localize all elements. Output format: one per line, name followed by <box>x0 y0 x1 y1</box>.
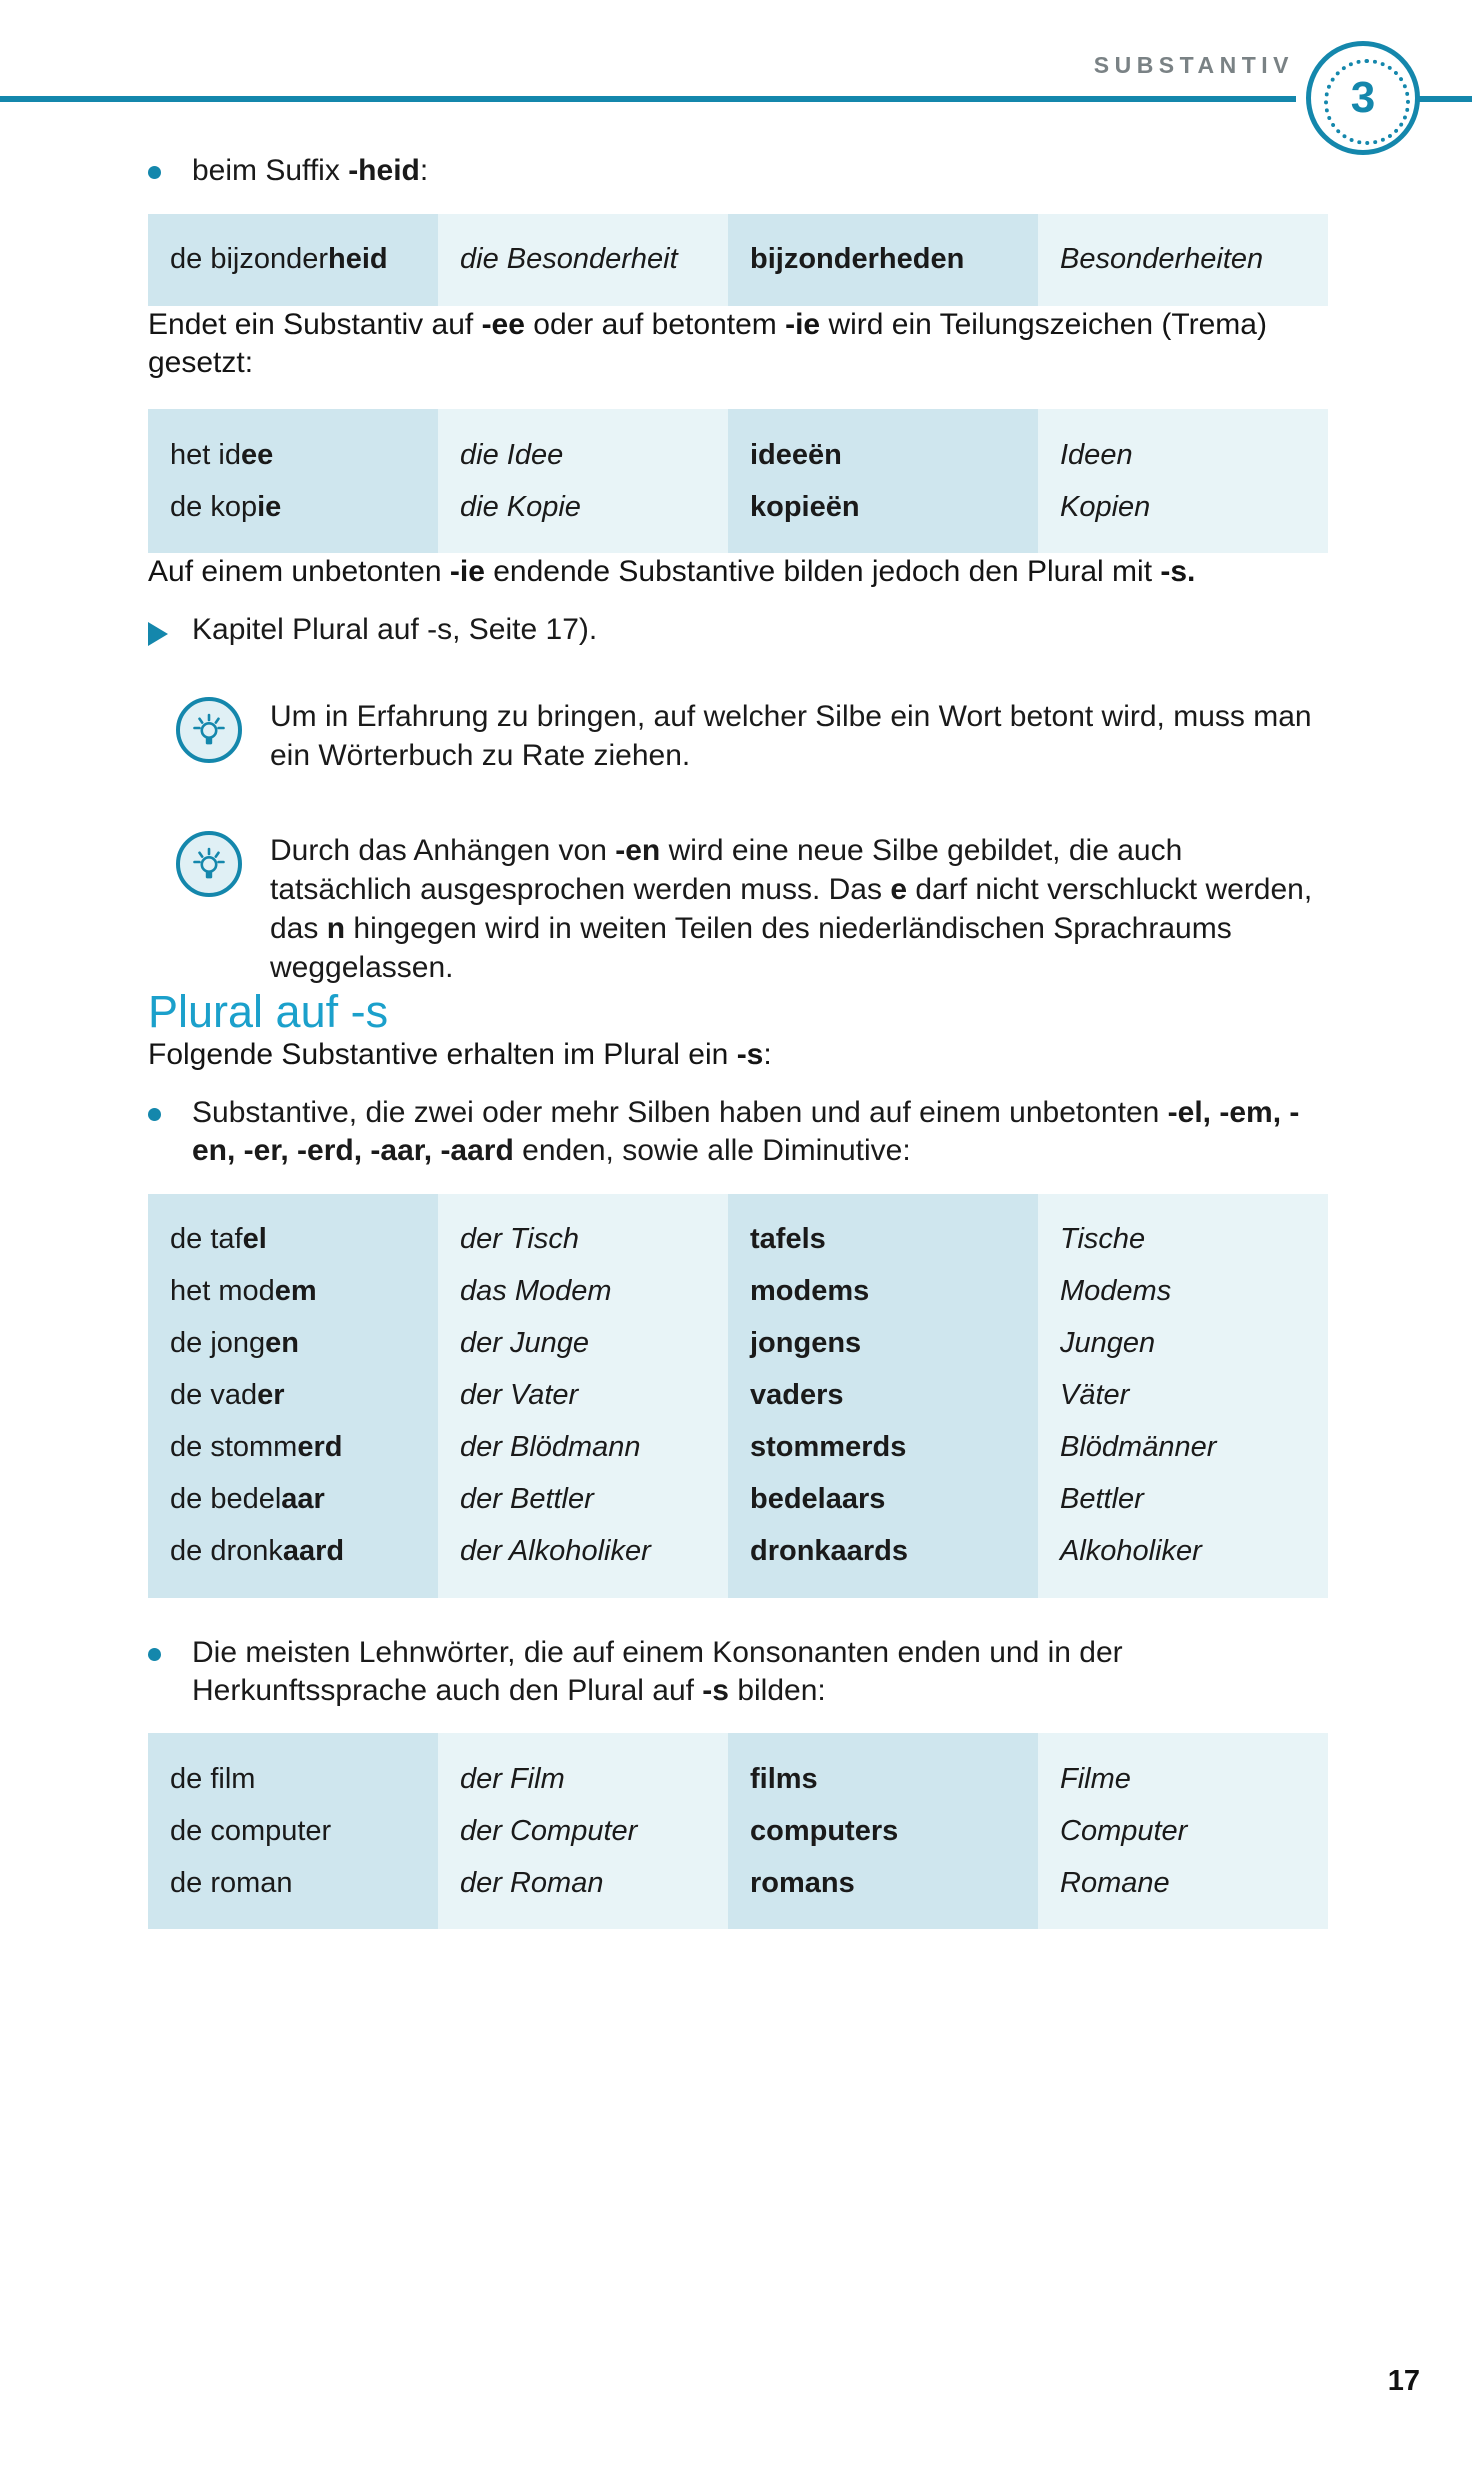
table-trema-wrap <box>148 409 1328 553</box>
cell-dutch-singular-plain: de bedel <box>170 1483 282 1516</box>
bullet-dot-icon <box>148 1634 192 1661</box>
triangle-right-icon <box>148 611 192 646</box>
tip-2-b2: e <box>890 872 908 906</box>
table-cell-pad <box>438 1578 728 1598</box>
cell-dutch-plural <box>728 481 1038 533</box>
cell-dutch-singular-plain: het id <box>170 438 241 471</box>
table-row <box>148 1266 1328 1318</box>
table-row-spacer-top <box>148 214 1328 234</box>
cell-german-plural <box>1038 1370 1328 1422</box>
bullet-silben-t1: Substantive, die zwei oder mehr Silben haben und auf einem unbetonten <box>192 1096 1168 1130</box>
bullet-heid-prefix: beim Suffix <box>192 154 349 187</box>
cell-german-singular-plain: der Alkoholiker <box>460 1535 651 1568</box>
table-cell-pad <box>728 1909 1038 1929</box>
table-row-spacer-bottom <box>148 533 1328 553</box>
cell-german-singular-plain: die Besonderheit <box>460 243 678 276</box>
cell-german-plural-plain: Ideen <box>1060 438 1133 471</box>
vocab-table-trema-body <box>148 409 1328 553</box>
cell-german-singular-plain: der Vater <box>460 1379 579 1412</box>
cell-german-plural-plain: Jungen <box>1060 1327 1156 1360</box>
table-row-spacer-bottom <box>148 1909 1328 1929</box>
cell-dutch-singular <box>148 1753 438 1805</box>
table-row <box>148 1753 1328 1805</box>
table-row <box>148 481 1328 533</box>
table-cell-pad <box>438 1733 728 1753</box>
cell-german-plural <box>1038 429 1328 481</box>
tip-2-t3: darf nicht verschluckt werden, das <box>270 872 1313 945</box>
tip-1-text: Um in Erfahrung zu bringen, auf welcher Silbe ein Wort betont wird, muss man ein Wörterbuch zu Rate ziehen. <box>270 699 1312 772</box>
paragraph-unbetont <box>148 553 1328 591</box>
cell-german-plural-plain: Filme <box>1060 1762 1131 1795</box>
cross-reference-text[interactable]: Kapitel Plural auf -s, Seite 17). <box>192 613 598 647</box>
running-title: SUBSTANTIV <box>1093 52 1294 78</box>
cell-german-plural <box>1038 1214 1328 1266</box>
table-row <box>148 1214 1328 1266</box>
section-title-plural-auf-s: Plural auf -s <box>148 985 389 1037</box>
table-row <box>148 1370 1328 1422</box>
table-cell-pad <box>728 1733 1038 1753</box>
table-row-spacer-top <box>148 1733 1328 1753</box>
table-row-spacer-bottom <box>148 286 1328 306</box>
table-cell-pad <box>728 1578 1038 1598</box>
cell-german-plural-plain: Väter <box>1060 1379 1130 1412</box>
cell-german-singular-plain: der Tisch <box>460 1223 580 1256</box>
page-number: 17 <box>1387 2365 1420 2397</box>
bullet-silben <box>148 1094 1328 1170</box>
cell-german-singular <box>438 1422 728 1474</box>
table-cell-pad <box>728 409 1038 429</box>
table-row-spacer-top <box>148 1194 1328 1214</box>
tip-2-t4: hingegen wird in weiten Teilen des niederländischen Sprachraums weggelassen. <box>270 911 1232 984</box>
cell-german-singular-plain: der Blödmann <box>460 1431 641 1464</box>
cell-german-singular-plain: der Bettler <box>460 1483 594 1516</box>
chapter-badge <box>1306 41 1420 155</box>
cell-dutch-plural-bold: stommerds <box>750 1431 907 1464</box>
table-cell-pad <box>148 1733 438 1753</box>
table-cell-pad <box>728 533 1038 553</box>
cell-dutch-singular-bold: aard <box>282 1535 345 1568</box>
cell-dutch-singular <box>148 234 438 286</box>
table-row-spacer-bottom <box>148 1578 1328 1598</box>
para-folgende-t1: Folgende Substantive erhalten im Plural ein <box>148 1038 737 1072</box>
cell-dutch-singular-bold: heid <box>328 243 388 276</box>
cell-dutch-singular <box>148 1214 438 1266</box>
cell-german-plural-plain: Bettler <box>1060 1483 1144 1516</box>
cell-german-plural <box>1038 1805 1328 1857</box>
table-cell-pad <box>148 1578 438 1598</box>
cell-dutch-singular-plain: de vad <box>170 1379 258 1412</box>
cell-dutch-singular-bold: ee <box>240 438 274 471</box>
cell-dutch-plural-bold: kopieën <box>750 490 860 523</box>
table-silben-wrap <box>148 1194 1328 1598</box>
table-row <box>148 234 1328 286</box>
para-trema-t3: wird ein Teilungszeichen (Trema) gesetzt: <box>148 307 1267 379</box>
cell-dutch-plural-bold: computers <box>750 1814 899 1847</box>
para-folgende-t2: : <box>763 1038 772 1072</box>
table-cell-pad <box>148 286 438 306</box>
bullet-lehn-t2: bilden: <box>728 1673 826 1707</box>
cell-dutch-plural-bold: modems <box>750 1275 870 1308</box>
vocab-table-lehn-body <box>148 1733 1328 1929</box>
cell-dutch-plural <box>728 1474 1038 1526</box>
cell-dutch-singular-bold: el <box>242 1223 267 1256</box>
vocab-table-trema <box>148 409 1328 553</box>
cell-dutch-singular-bold: ie <box>257 490 282 523</box>
table-cell-pad <box>148 1194 438 1214</box>
cell-dutch-plural <box>728 1370 1038 1422</box>
table-cell-pad <box>148 214 438 234</box>
vocab-table-silben <box>148 1194 1328 1598</box>
bullet-heid-suffix: : <box>419 154 429 187</box>
para-trema-t1: Endet ein Substantiv auf <box>148 307 482 341</box>
tip-box-2 <box>148 827 1328 987</box>
table-cell-pad <box>1038 286 1328 306</box>
cell-german-plural-plain: Besonderheiten <box>1060 243 1264 276</box>
para-folgende-b1: -s <box>736 1038 764 1072</box>
cell-german-plural <box>1038 481 1328 533</box>
cell-german-plural <box>1038 1318 1328 1370</box>
cell-german-singular-plain: der Computer <box>460 1814 638 1847</box>
cell-dutch-plural-bold: heden <box>878 243 965 276</box>
cell-dutch-plural-bold: ideeën <box>750 438 842 471</box>
table-cell-pad <box>1038 409 1328 429</box>
cell-german-singular <box>438 1526 728 1578</box>
bullet-lehn-b1: -s <box>702 1673 729 1707</box>
cell-german-plural-plain: Kopien <box>1060 490 1151 523</box>
para-trema-t2: oder auf betontem <box>524 307 786 341</box>
cell-dutch-plural <box>728 1266 1038 1318</box>
table-cell-pad <box>438 1194 728 1214</box>
table-cell-pad <box>148 533 438 553</box>
chapter-number: 3 <box>1350 73 1376 122</box>
cell-german-singular <box>438 1318 728 1370</box>
cell-dutch-plural <box>728 1805 1038 1857</box>
header-rule <box>0 96 1296 102</box>
cell-german-singular <box>438 1753 728 1805</box>
cell-german-singular <box>438 234 728 286</box>
cell-german-plural-plain: Modems <box>1060 1275 1172 1308</box>
cell-german-plural <box>1038 234 1328 286</box>
cell-german-singular <box>438 1857 728 1909</box>
cell-dutch-singular-plain: de kop <box>170 490 258 523</box>
cell-dutch-plural <box>728 1857 1038 1909</box>
table-row <box>148 1857 1328 1909</box>
cell-dutch-singular-plain: de film <box>170 1762 256 1795</box>
cell-dutch-plural-bold: dronkaards <box>750 1535 908 1568</box>
paragraph-folgende <box>148 1036 1328 1074</box>
tip-2-b1: -en <box>615 833 661 867</box>
cell-dutch-singular-bold: erd <box>297 1431 343 1464</box>
paragraph-trema <box>148 306 1328 382</box>
table-row <box>148 1422 1328 1474</box>
cell-dutch-plural <box>728 234 1038 286</box>
table-row <box>148 429 1328 481</box>
cell-dutch-singular-plain: de jong <box>170 1327 266 1360</box>
cell-german-plural-plain: Computer <box>1060 1814 1188 1847</box>
tip-box-1 <box>148 693 1328 775</box>
cell-dutch-singular <box>148 1805 438 1857</box>
bullet-silben-t2: enden, sowie alle Diminutive: <box>513 1134 911 1168</box>
cell-german-plural-plain: Romane <box>1060 1866 1170 1899</box>
cell-german-plural-plain: Tische <box>1060 1223 1146 1256</box>
cell-dutch-singular <box>148 1474 438 1526</box>
cell-german-singular-plain: der Roman <box>460 1866 604 1899</box>
table-cell-pad <box>1038 1733 1328 1753</box>
cell-dutch-singular <box>148 1266 438 1318</box>
cell-german-singular-plain: die Idee <box>460 438 564 471</box>
cell-dutch-plural <box>728 1422 1038 1474</box>
para-unbetont-t1: Auf einem unbetonten <box>148 555 450 589</box>
bullet-suffix-heid-text <box>192 152 1328 190</box>
tip-2-icon-wrap <box>176 827 270 897</box>
cell-german-plural <box>1038 1526 1328 1578</box>
cell-dutch-plural-bold: romans <box>750 1866 855 1899</box>
tip-2-text <box>270 827 1328 987</box>
cell-german-plural <box>1038 1857 1328 1909</box>
cell-dutch-singular <box>148 1526 438 1578</box>
cell-dutch-plural <box>728 1214 1038 1266</box>
cell-dutch-singular-plain: de roman <box>170 1866 293 1899</box>
para-unbetont-b2: -s. <box>1160 555 1196 589</box>
cell-dutch-singular <box>148 1318 438 1370</box>
cell-dutch-singular-bold: er <box>257 1379 285 1412</box>
bullet-silben-b1: -el, -em, -en, -er, -erd, -aar, -aard <box>192 1096 1300 1168</box>
table-row <box>148 1474 1328 1526</box>
table-cell-pad <box>438 1909 728 1929</box>
para-unbetont-t2: endende Substantive bilden jedoch den Plural mit <box>484 555 1161 589</box>
running-head <box>0 34 1472 144</box>
cell-german-singular <box>438 1370 728 1422</box>
cell-german-singular <box>438 429 728 481</box>
cell-dutch-singular-plain: de dronk <box>170 1535 283 1568</box>
cell-dutch-plural-bold: bedelaars <box>750 1483 886 1516</box>
table-cell-pad <box>438 533 728 553</box>
bullet-silben-text <box>192 1094 1328 1170</box>
cell-dutch-singular-bold: aar <box>281 1483 325 1516</box>
cross-reference[interactable] <box>148 611 1328 649</box>
bullet-heid-bold: -heid <box>348 154 420 187</box>
table-cell-pad <box>1038 1194 1328 1214</box>
bullet-lehn-t1: Die meisten Lehnwörter, die auf einem Konsonanten enden und in der Herkunftssprache auch den Plural auf <box>192 1635 1123 1707</box>
table-cell-pad <box>1038 214 1328 234</box>
table-cell-pad <box>1038 1578 1328 1598</box>
table-row <box>148 1526 1328 1578</box>
cell-german-plural <box>1038 1753 1328 1805</box>
cell-german-singular-plain: die Kopie <box>460 490 581 523</box>
cell-dutch-singular-plain: de taf <box>170 1223 243 1256</box>
cell-dutch-singular-bold: em <box>274 1275 317 1308</box>
table-cell-pad <box>438 409 728 429</box>
vocab-table-heid <box>148 214 1328 306</box>
cell-dutch-plural-bold: vaders <box>750 1379 844 1412</box>
para-trema-b2: -ie <box>785 307 821 341</box>
cell-dutch-singular <box>148 481 438 533</box>
cell-dutch-plural-plain: bijzonder <box>750 243 879 276</box>
cell-german-singular <box>438 1805 728 1857</box>
bullet-suffix-heid <box>148 152 1328 190</box>
cell-german-singular-plain: das Modem <box>460 1275 612 1308</box>
cell-dutch-singular <box>148 1857 438 1909</box>
table-cell-pad <box>148 1909 438 1929</box>
cell-german-plural <box>1038 1422 1328 1474</box>
table-row <box>148 1318 1328 1370</box>
cell-german-plural <box>1038 1474 1328 1526</box>
cell-german-plural-plain: Alkoholiker <box>1060 1535 1202 1568</box>
cell-dutch-singular-plain: de stomm <box>170 1431 298 1464</box>
cell-dutch-plural <box>728 1318 1038 1370</box>
vocab-table-silben-body <box>148 1194 1328 1598</box>
table-lehn-wrap <box>148 1733 1328 1929</box>
bullet-dot-icon <box>148 152 192 179</box>
table-row-spacer-top <box>148 409 1328 429</box>
cell-german-plural <box>1038 1266 1328 1318</box>
cell-dutch-plural-bold: jongens <box>750 1327 862 1360</box>
bullet-dot-icon <box>148 1094 192 1121</box>
table-cell-pad <box>438 286 728 306</box>
para-unbetont-b1: -ie <box>449 555 485 589</box>
bullet-lehnwoerter-text <box>192 1634 1328 1710</box>
tip-2-t1: Durch das Anhängen von <box>270 833 616 867</box>
tip-2-t2: wird eine neue Silbe gebildet, die auch tatsächlich ausgesprochen werden muss. Das <box>270 833 1183 906</box>
cell-dutch-plural <box>728 1526 1038 1578</box>
table-cell-pad <box>1038 533 1328 553</box>
vocab-table-lehnwoerter <box>148 1733 1328 1929</box>
table-cell-pad <box>148 409 438 429</box>
cell-dutch-plural <box>728 1753 1038 1805</box>
table-cell-pad <box>728 1194 1038 1214</box>
cell-dutch-singular <box>148 429 438 481</box>
cell-dutch-plural <box>728 429 1038 481</box>
cell-german-singular <box>438 1474 728 1526</box>
cell-dutch-singular-plain: de bijzonder <box>170 243 328 276</box>
table-cell-pad <box>438 214 728 234</box>
tip-2-b3: n <box>326 911 346 945</box>
cell-dutch-singular-plain: de computer <box>170 1814 332 1847</box>
cell-dutch-singular <box>148 1370 438 1422</box>
vocab-table-heid-body <box>148 214 1328 306</box>
lightbulb-icon <box>176 697 242 763</box>
tip-1-icon-wrap <box>176 693 270 763</box>
cell-dutch-singular-bold: en <box>265 1327 299 1360</box>
cell-german-plural-plain: Blödmänner <box>1060 1431 1217 1464</box>
cell-dutch-plural-bold: films <box>750 1762 818 1795</box>
lightbulb-icon <box>176 831 242 897</box>
table-cell-pad <box>728 286 1038 306</box>
cell-dutch-plural-bold: tafels <box>750 1223 826 1256</box>
table-row <box>148 1805 1328 1857</box>
bullet-lehnwoerter <box>148 1634 1328 1710</box>
para-trema-b1: -ee <box>481 307 525 341</box>
cell-german-singular <box>438 1266 728 1318</box>
cell-german-singular-plain: der Film <box>460 1762 565 1795</box>
cell-german-singular <box>438 1214 728 1266</box>
cell-dutch-singular-plain: het mod <box>170 1275 275 1308</box>
cell-german-singular-plain: der Junge <box>460 1327 589 1360</box>
cell-dutch-singular <box>148 1422 438 1474</box>
table-cell-pad <box>1038 1909 1328 1929</box>
content-column <box>148 152 1328 1929</box>
cell-german-singular <box>438 481 728 533</box>
table-cell-pad <box>728 214 1038 234</box>
table-heid-wrap <box>148 214 1328 306</box>
